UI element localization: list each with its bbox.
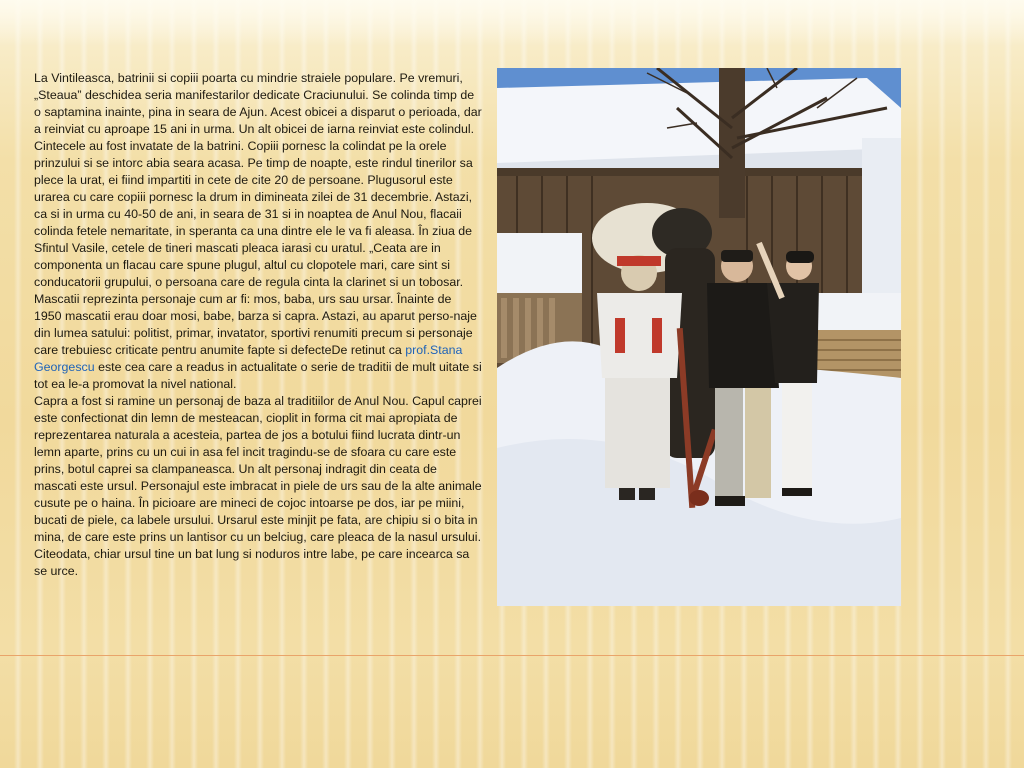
paragraph-1-text: La Vintileasca, batrinii si copiii poarta cu mindrie straiele populare. Pe vremuri, „Steaua” deschidea seria manifestarilor dedicate Craciunului. Se colinda timp de o saptamina inainte, pina in seara de Ajun. Acest obicei a disparut o perioada, dar a reinviat cu aproape 15 ani in urma. Un alt obicei de iarna reinviat este colindul. Cintecele au fost invatate de la batrini. Copiii pornesc la colindat pe la orele prinzului si se intorc abia seara acasa. Pe timp de noapte, este rindul tinerilor sa plece la urat, ei fiind impartiti in cete de cite 20 de persoane. Plugusorul este urarea cu care copiii pornesc la drum in dimineata zilei de 31 decembrie. Astazi, ca si in urma cu 40-50 de ani, in seara de 31 si in noaptea de Anul Nou, flacaii colinda fetele nemaritate, in speranta ca una dintre ele le va fi aleasa. În ziua de Sfintul Vasile, cetele de tineri mascati pleaca iarasi cu uratul. „Ceata are in componenta un flacau care spune plugul, altul cu clopotele mari, care sint si conducatorii grupului, o persoana care de regula cinta la clarinet si un tobosar. Mascatii reprezinta personaje cum ar fi: mos, baba, urs sau ursar. Înainte de 1950 mascatii erau doar mosi, babe, barza si capra. Astazi, au aparut perso-naje din lumea satului: politist, primar, invatator, sportivi renumiti precum si personaje care trebuiesc criticate pentru anumite fapte si defecteDe retinut ca [34, 71, 482, 357]
slide-top-band [0, 0, 1024, 46]
author-link[interactable]: prof.Stana Georgescu [34, 343, 463, 374]
bottom-divider-line [0, 655, 1024, 656]
paragraph-2-text: Capra a fost si ramine un personaj de baza al traditiilor de Anul Nou. Capul caprei este confectionat din lemn de mesteacan, cioplit in forma cit mai apropiata de reprezentarea naturala a acesteia, partea de jos a botului fiind lucrata dintr-un lemn aparte, prins cu un cui in asa fel incit tragindu-se de sfoara cu care este prins, botul caprei sa clampaneasca. Un alt personaj indragit din ceata de mascati este ursul. Personajul este imbracat in piele de urs sau de la alte animale cusute pe o haina. În picioare are mineci de cojoc intoarse pe dos, iar pe miini, bucati de piele, ca labele ursului. Ursarul este minjit pe fata, are chipiu si o bita in mina, de care este prins un lantisor cu un belciug, care pleaca de la nasul ursului. Citeodata, chiar ursul tine un bat lung si noduros intre labe, pe care incearca sa se urce. [34, 394, 482, 578]
photo-winter-masked-carolers [497, 68, 901, 606]
slide-body-text [34, 70, 482, 580]
paragraph-1-ending: este cea care a readus in actualitate o serie de traditii de mult uitate si tot ea le-a promovat la nivel national. [34, 360, 482, 391]
